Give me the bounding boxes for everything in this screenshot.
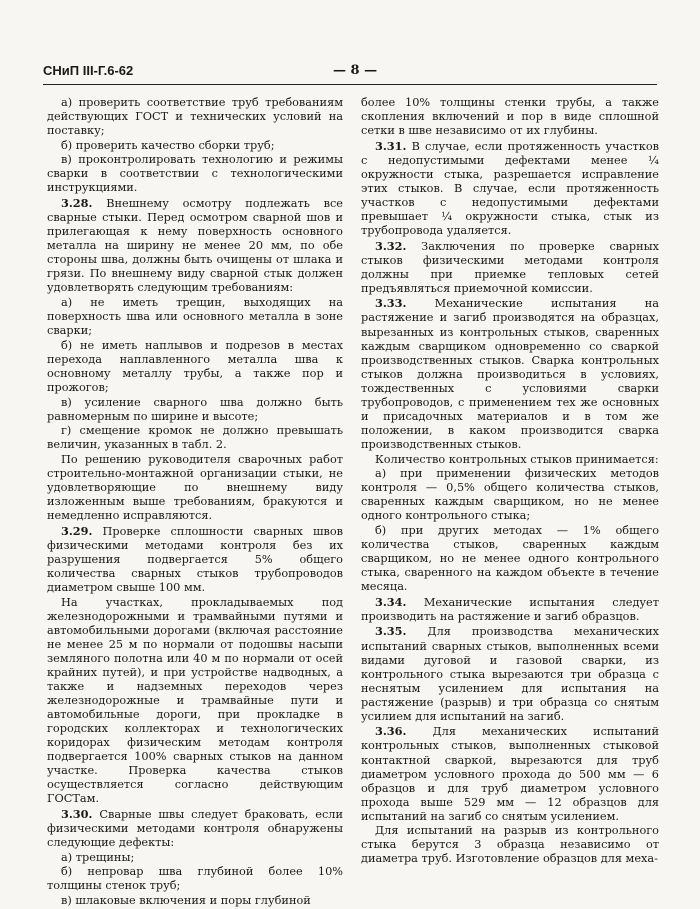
paragraph-text: Механические испытания на растяжение и загиб производятся на образцах, вырезанных из контрольных стыков, сваренных каждым сварщиком одновременно со сваркой производственных стыков. Сварка контрольных стыков должна производиться в условиях, тождественных с условиями сварки трубопроводов, с применением тех же основных и присадочных материалов и в том же положении, в каком производится сварка производственных стыков. <box>361 297 659 451</box>
paragraph <box>361 239 659 296</box>
paragraph <box>47 807 343 850</box>
paragraph-text: а) проверить соответствие труб требованиям действующих ГОСТ и технических условий на поставку; <box>47 96 343 138</box>
paragraph-text: Проверке сплошности сварных швов физическими методами контроля без их разрушения подвергается 5% общего количества сварных стыков трубопроводов диаметром свыше 100 мм. <box>47 524 343 594</box>
paragraph-text: Механические испытания следует производить на растяжение и загиб образцов. <box>361 595 659 623</box>
clause-number: 3.32. <box>375 238 407 253</box>
clause-number: 3.29. <box>61 523 93 538</box>
paragraph <box>47 894 343 908</box>
clause-number: 3.33. <box>375 296 407 311</box>
paragraph <box>47 524 343 595</box>
paragraph <box>361 824 659 866</box>
paragraph-text: Для механических испытаний контрольных стыков, выполненных стыковой контактной сваркой, вырезаются для труб диаметром условного прохода до 500 мм — 6 образцов и для труб диаметром условного прохода выше 529 мм — 12 образцов для испытаний на загиб со снятым усилением. <box>361 725 659 823</box>
paragraph-text: б) при других методах — 1% общего количества стыков, сваренных каждым сварщиком, но не менее одного контрольного стыка, сваренного на каждом объекте в течение месяца. <box>361 523 659 594</box>
paragraph-text: а) трещины; <box>61 850 135 864</box>
paragraph-text: в) усиление сварного шва должно быть равномерным по ширине и высоте; <box>47 395 343 423</box>
clause-number: 3.28. <box>61 196 93 211</box>
paragraph-text: Сварные швы следует браковать, если физическими методами контроля обнаружены следующие дефекты: <box>47 807 343 849</box>
paragraph-text: б) не иметь наплывов и подрезов в местах перехода наплавленного металла шва к основному металлу трубы, а также пор и прожогов; <box>47 338 343 394</box>
paragraph-text: Для производства механических испытаний сварных стыков, выполненных всеми видами дуговой и газовой сварки, из контрольного стыка вырезаются три образца с неснятым усилением для испытания на растяжение (разрыв) и три образца со снятым усилием для испытаний на загиб. <box>361 625 659 723</box>
paragraph <box>361 96 659 138</box>
paragraph <box>47 196 343 295</box>
paragraph <box>47 396 343 424</box>
right-column <box>361 96 659 867</box>
paragraph <box>361 595 659 624</box>
paragraph-text: Для испытаний на разрыв из контрольного стыка берутся 3 образца независимо от диаметра труб. Изготовление образцов для меха- <box>361 824 659 866</box>
left-column <box>47 96 343 909</box>
header-rule <box>43 84 657 85</box>
paragraph-text: а) при применении физических методов контроля — 0,5% общего количества стыков, сваренных каждым сварщиком, но не менее одного контрольного стыка; <box>361 467 659 523</box>
paragraph-text: Внешнему осмотру подлежать все сварные стыки. Перед осмотром сварной шов и прилегающая к нему поверхность основного металла на ширину не менее 20 мм, по обе стороны шва, должны быть очищены от шлака и грязи. По внешнему виду сварной стык должен удовлетворять следующим требованиям: <box>47 197 343 295</box>
paragraph-text: В случае, если протяженность участков с недопустимыми дефектами менее ¼ окружности стыка, разрешается исправление этих стыков. В случае, если протяженность участков с недопустимыми дефектами превышает ¼ окружности стыка, стык из трубопровода удаляется. <box>361 139 659 238</box>
paragraph-text: б) проверить качество сборки труб; <box>61 138 275 152</box>
document-code: СНиП III-Г.6-62 <box>43 63 134 78</box>
paragraph <box>361 724 659 823</box>
clause-number: 3.34. <box>375 594 407 609</box>
paragraph <box>361 139 659 238</box>
paragraph <box>361 467 659 523</box>
paragraph <box>47 424 343 452</box>
paragraph-text: б) непровар шва глубиной более 10% толщины стенок труб; <box>47 865 343 893</box>
paragraph-text: Количество контрольных стыков принимается: <box>375 452 659 466</box>
page-number: — 8 — <box>333 63 378 78</box>
clause-number: 3.36. <box>375 724 407 739</box>
paragraph <box>47 596 343 807</box>
paragraph <box>47 96 343 138</box>
paragraph <box>47 339 343 395</box>
paragraph <box>361 524 659 594</box>
clause-number: 3.30. <box>61 806 93 821</box>
paragraph <box>361 296 659 452</box>
paragraph-text: г) смещение кромок не должно превышать величин, указанных в табл. 2. <box>47 424 343 452</box>
paragraph <box>47 453 343 523</box>
paragraph <box>47 851 343 865</box>
paragraph-text: в) проконтролировать технологию и режимы сварки в соответствии с технологическими инструкциями. <box>47 153 343 195</box>
paragraph <box>47 139 343 153</box>
clause-number: 3.35. <box>375 624 407 639</box>
paragraph-text: в) шлаковые включения и поры глубиной <box>61 893 311 907</box>
page-header <box>43 63 657 79</box>
paragraph-text: более 10% толщины стенки трубы, а также скопления включений и пор в виде сплошной сетки в шве независимо от их глубины. <box>361 96 659 138</box>
paragraph-text: Заключения по проверке сварных стыков физическими методами контроля должны при приемке тепловых сетей предъявляться приемочной комиссии. <box>361 239 659 295</box>
clause-number: 3.31. <box>375 138 407 153</box>
paragraph <box>47 865 343 893</box>
paragraph-text: По решению руководителя сварочных работ строительно-монтажной организации стыки, не удовлетворяющие по внешнему виду изложенным выше требованиям, бракуются и немедленно исправляются. <box>47 452 343 523</box>
paragraph-text: На участках, прокладываемых под железнодорожными и трамвайными путями и автомобильными дорогами (включая расстояние не менее 25 м по нормали от подошвы насыпи земляного полотна или 40 м по нормали от осей крайних путей), и при устройстве надводных, а также и надземных переходов через железнодорожные и трамвайные пути и автомобильные дороги, при прокладке в городских коллекторах и технологических коридорах физическим методам контроля подвергается 100% сварных стыков на данном участке. Проверка качества стыков осуществляется согласно действующим ГОСТам. <box>47 595 343 806</box>
paragraph-text: а) не иметь трещин, выходящих на поверхность шва или основного металла в зоне сварки; <box>47 296 343 338</box>
paragraph <box>361 453 659 467</box>
paragraph <box>361 624 659 723</box>
paragraph <box>47 153 343 195</box>
paragraph <box>47 296 343 338</box>
